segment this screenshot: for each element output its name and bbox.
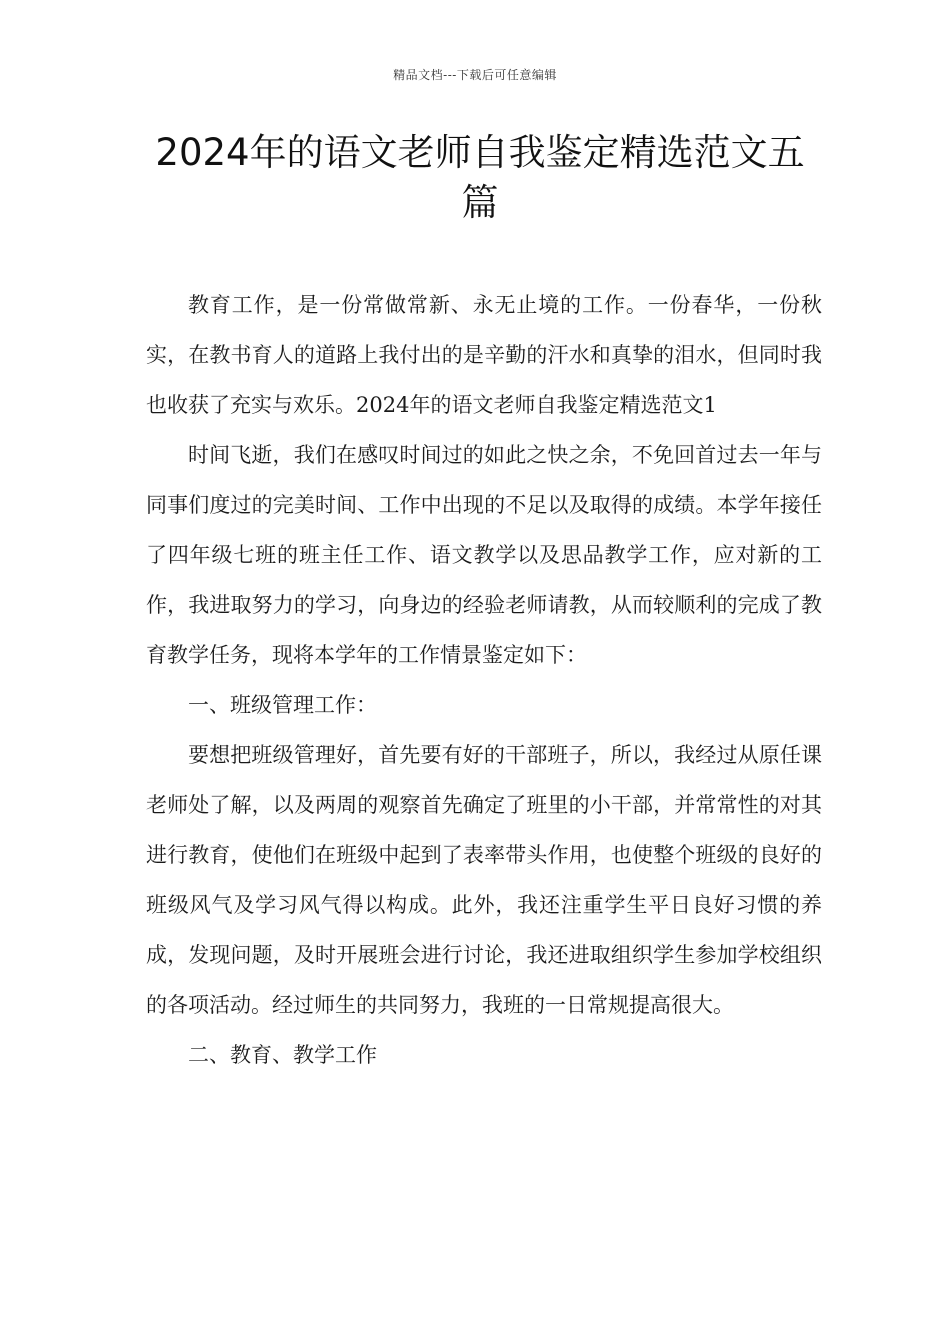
header-note: 精品文档---下载后可任意编辑 xyxy=(393,68,557,82)
section-heading-teaching: 二、教育、教学工作 xyxy=(188,1043,377,1067)
paragraph-summary: 时间飞逝，我们在感叹时间过的如此之快之余，不免回首过去一年与同事们度过的完美时间、工作中出现的不足以及取得的成绩。本学年接任了四年级七班的班主任工作、语文教学以及思品教学工作，应对新的工作，我进取努力的学习，向身边的经验老师请教，从而较顺利的完成了教育教学任务，现将本学年的工作情景鉴定如下： xyxy=(146,443,822,667)
section-heading-class-management: 一、班级管理工作： xyxy=(188,693,377,717)
document-body xyxy=(146,280,822,1080)
paragraph-class-management: 要想把班级管理好，首先要有好的干部班子，所以，我经过从原任课老师处了解，以及两周的观察首先确定了班里的小干部，并常常性的对其进行教育，使他们在班级中起到了表率带头作用，也使整个班级的良好的班级风气及学习风气得以构成。此外，我还注重学生平日良好习惯的养成，发现问题，及时开展班会进行讨论，我还进取组织学生参加学校组织的各项活动。经过师生的共同努力，我班的一日常规提高很大。 xyxy=(146,743,822,1017)
document-title: 2024年的语文老师自我鉴定精选范文五篇 xyxy=(155,131,805,224)
paragraph-intro: 教育工作，是一份常做常新、永无止境的工作。一份春华，一份秋实，在教书育人的道路上我付出的是辛勤的汗水和真挚的泪水，但同时我也收获了充实与欢乐。2024年的语文老师自我鉴定精选范文1 xyxy=(146,293,822,417)
